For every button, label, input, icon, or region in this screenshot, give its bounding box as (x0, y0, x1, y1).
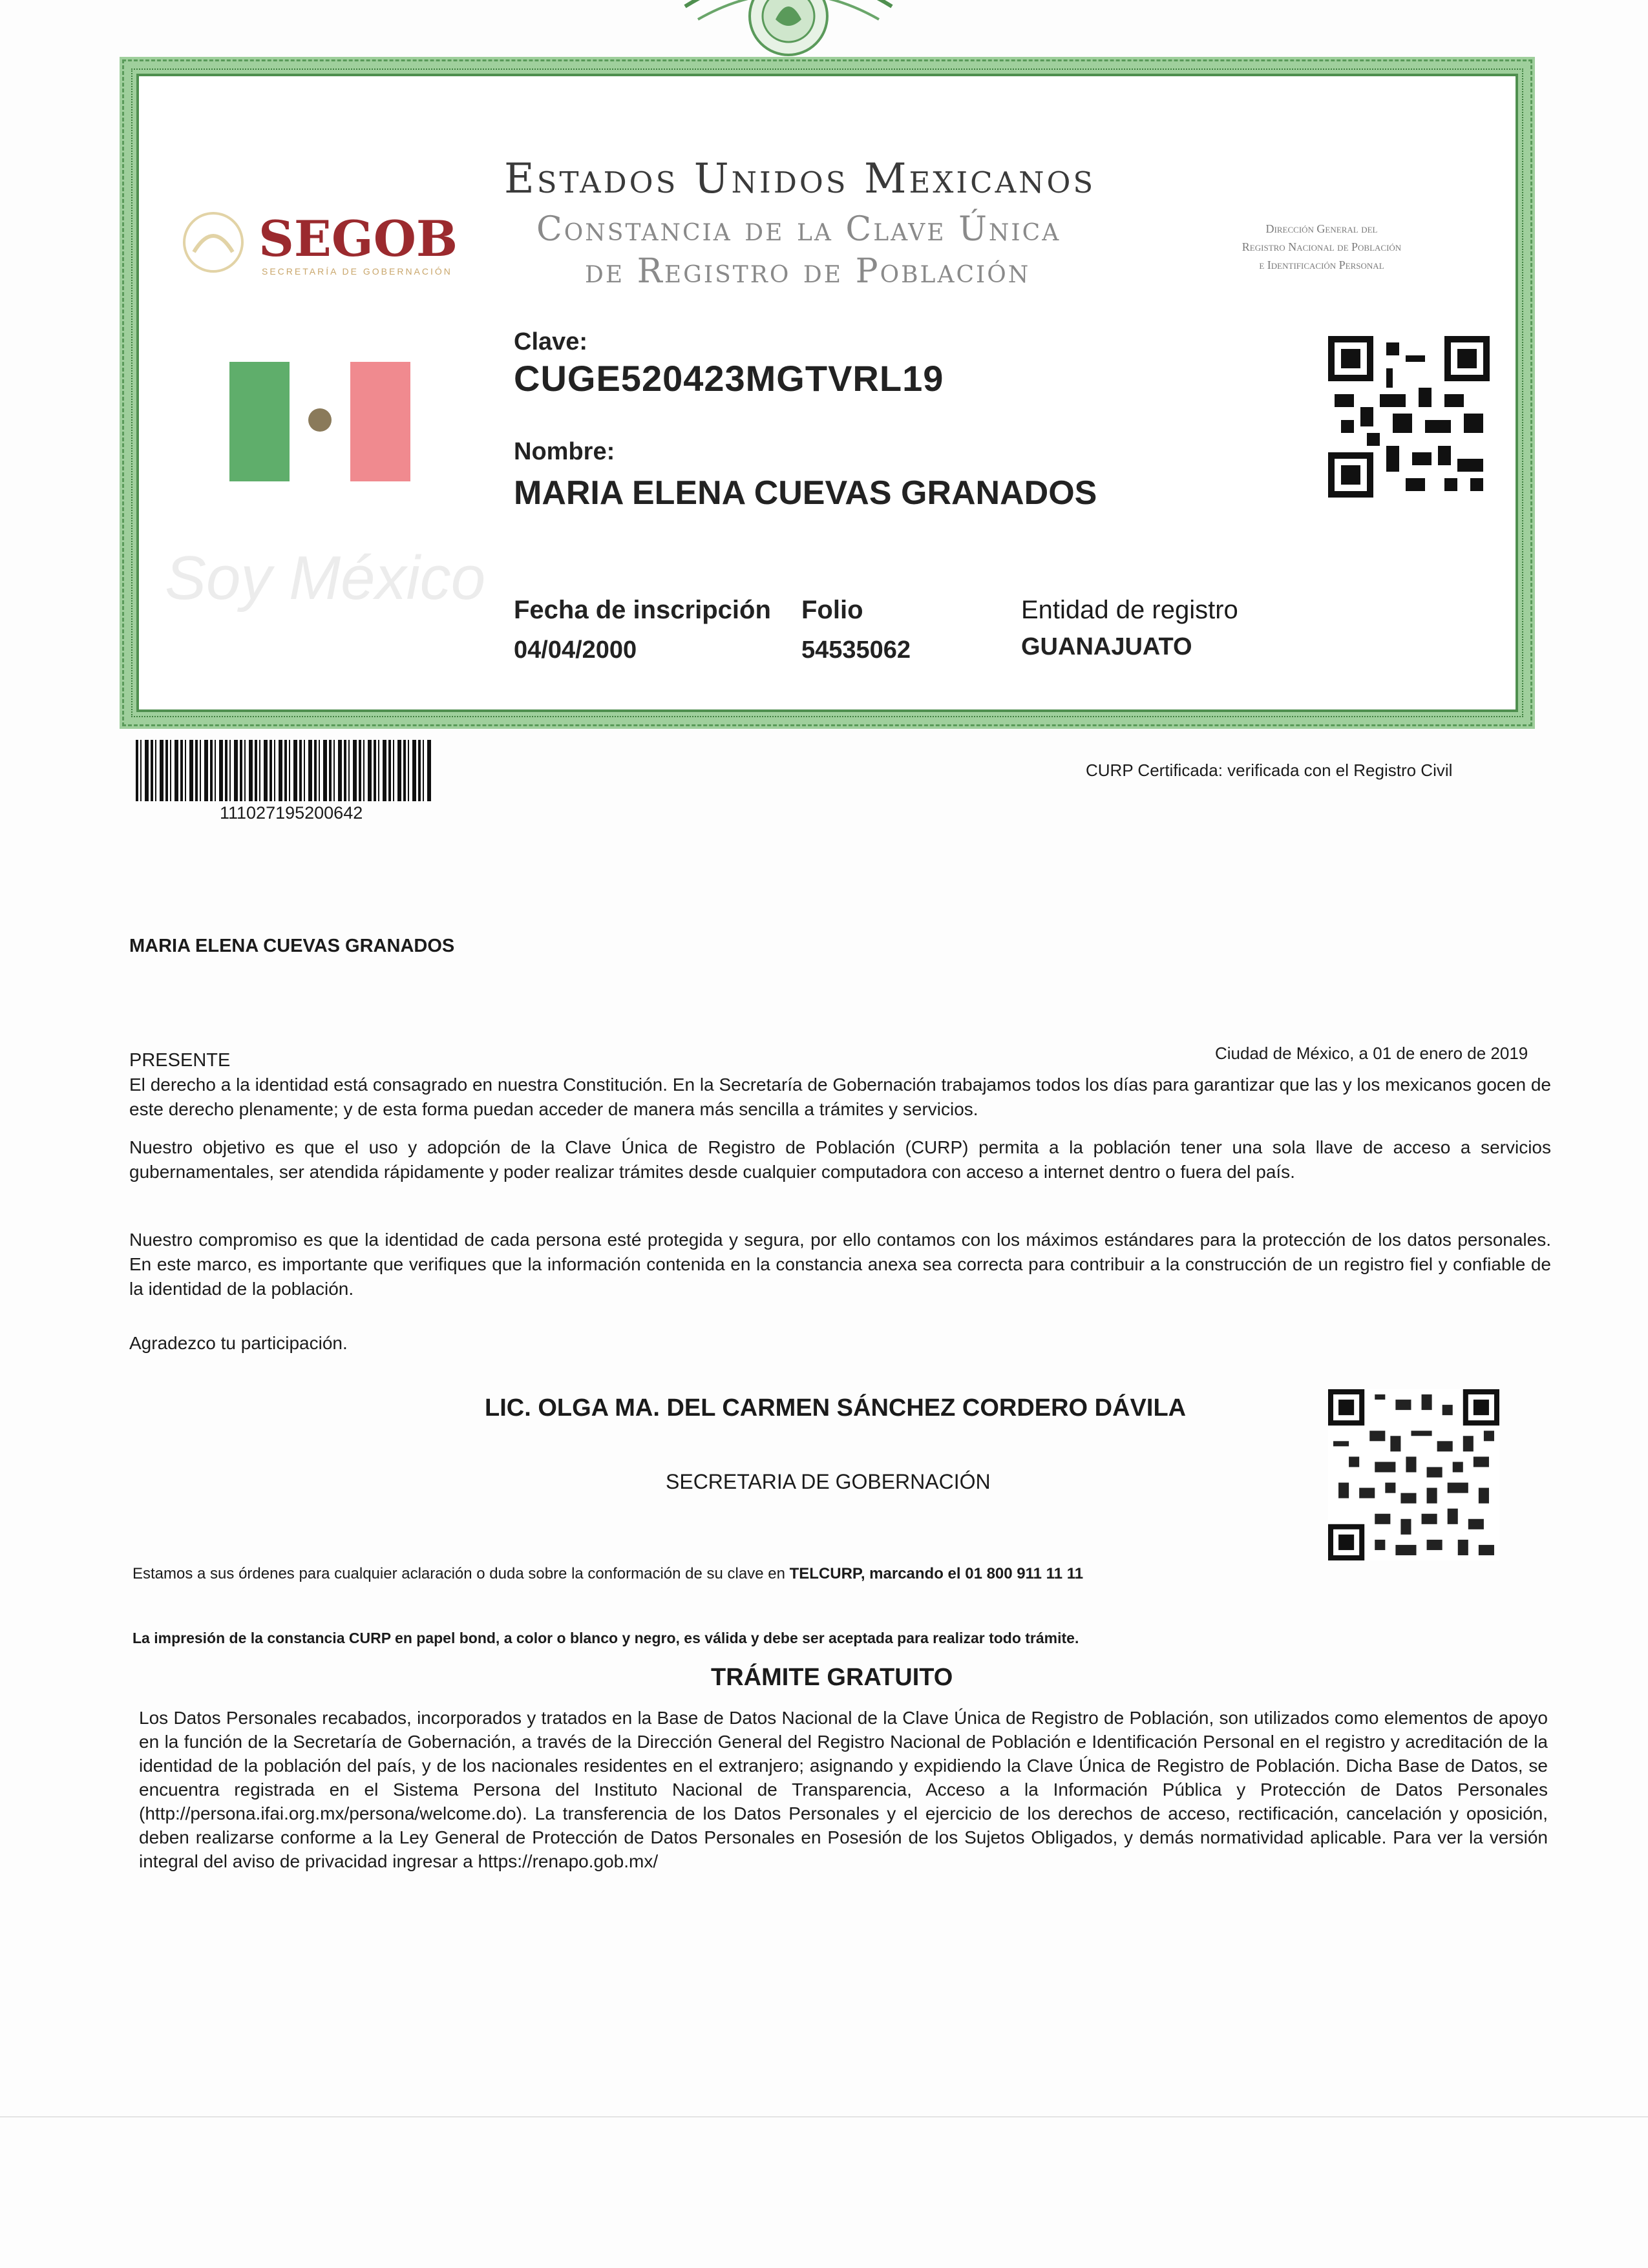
barcode-number: 111027195200642 (220, 803, 363, 823)
paragraph-1: El derecho a la identidad está consagrado en nuestra Constitución. En la Secretaría de Gobernación trabajamos todos los días para garantizar que las y los mexicanos gocen de este derecho plenamente; y de esta forma puedan acceder de manera más sencilla a trámites y servicios. (129, 1075, 1551, 1119)
country-title: Estados Unidos Mexicanos (504, 155, 1096, 203)
curp-certification-note: CURP Certificada: verificada con el Registro Civil (1086, 761, 1453, 780)
fecha-value: 04/04/2000 (514, 636, 637, 664)
nombre-value: MARIA ELENA CUEVAS GRANADOS (514, 474, 1097, 512)
letter-recipient: MARIA ELENA CUEVAS GRANADOS (129, 936, 455, 956)
place-date: Ciudad de México, a 01 de enero de 2019 (1215, 1044, 1528, 1063)
clave-label: Clave: (514, 328, 588, 355)
agency-name (1176, 220, 1467, 274)
soy-mexico-watermark: Soy México (165, 543, 486, 613)
folio-label: Folio (801, 596, 863, 624)
mexican-flag (229, 362, 410, 481)
contact-line (132, 1565, 1083, 1583)
signer-title: SECRETARIA DE GOBERNACIÓN (666, 1470, 991, 1493)
thanks-line: Agradezco tu participación. (129, 1333, 348, 1353)
paragraph-2: Nuestro objetivo es que el uso y adopción de la Clave Única de Registro de Población (CURP) permita a la población tener una sola llave de acceso a servicios gubernamentales, ser atendida rápidamente y poder realizar trámites desde cualquier computadora con acceso a internet dentro o fuera del país. (129, 1137, 1551, 1182)
flag-emblem-icon (308, 408, 332, 432)
qr-code-icon (1328, 336, 1490, 498)
folio-value: 54535062 (801, 636, 911, 664)
free-procedure-title: TRÁMITE GRATUITO (711, 1664, 953, 1691)
segob-logo-subtitle: SECRETARÍA DE GOBERNACIÓN (262, 266, 452, 277)
paragraph-3: Nuestro compromiso es que la identidad de cada persona esté protegida y segura, por ello contamos con los máximos estándares para la protección de los datos personales. En este marco, es importante que verifiques que la información contenida en la constancia anexa sea correcta para contribuir a la construcción de un registro fiel y confiable de la identidad de la población. (129, 1230, 1551, 1299)
agency-line-3: e Identificación Personal (1259, 258, 1384, 271)
agency-line-2: Registro Nacional de Población (1241, 240, 1402, 253)
document-title-line-2: de Registro de Población (585, 252, 1031, 291)
barcode (136, 740, 433, 801)
segob-logo-text: SEGOB (259, 210, 458, 268)
validity-note: La impresión de la constancia CURP en papel bond, a color o blanco y negro, es válida y debe ser aceptada para realizar todo trámite. (132, 1630, 1079, 1646)
eagle-logo-icon (174, 207, 252, 278)
contact-text: Estamos a sus órdenes para cualquier aclaración o duda sobre la conformación de su clave en (132, 1565, 790, 1582)
entidad-value: GUANAJUATO (1021, 633, 1192, 660)
clave-value: CUGE520423MGTVRL19 (514, 358, 944, 399)
signer-name: LIC. OLGA MA. DEL CARMEN SÁNCHEZ CORDERO DÁVILA (485, 1394, 1187, 1422)
national-crest-icon (672, 0, 905, 65)
entidad-label: Entidad de registro (1021, 596, 1238, 624)
privacy-notice: Los Datos Personales recabados, incorporados y tratados en la Base de Datos Nacional de la Clave Única de Registro de Población, son utilizados como elementos de apoyo en la función de la Secretaría de Gobernación, a través de la Dirección General del Registro Nacional de Población e Identificación Personal en el registro y acreditación de la identidad de la población del país, y de los nacionales residentes en el extranjero; asignando y expidiendo la Clave Única de Registro de Población. Dicha Base de Datos, se encuentra registrada en el Sistema Persona del Instituto Nacional de Transparencia, Acceso a la Información Pública y Protección de Datos Personales (http://persona.ifai.org.mx/persona/welcome.do). La transferencia de los Datos Personales y el ejercicio de los derechos de acceso, rectificación, cancelación y oposición, deben realizarse conforme a la Ley General de Protección de Datos Personales en Posesión de los Sujetos Obligados, y demás normatividad aplicable. Para ver la versión integral del aviso de privacidad ingresar a https://renapo.gob.mx/ (139, 1708, 1548, 1871)
page-edge-divider (0, 2116, 1648, 2117)
agency-line-1: Dirección General del (1265, 222, 1378, 235)
document-title-line-1: Constancia de la Clave Única (536, 210, 1061, 249)
contact-phone: TELCURP, marcando el 01 800 911 11 11 (789, 1565, 1084, 1582)
presente-label: PRESENTE (129, 1050, 231, 1071)
nombre-label: Nombre: (514, 438, 615, 465)
fecha-label: Fecha de inscripción (514, 596, 771, 624)
signature-qr-code-icon (1328, 1389, 1499, 1560)
